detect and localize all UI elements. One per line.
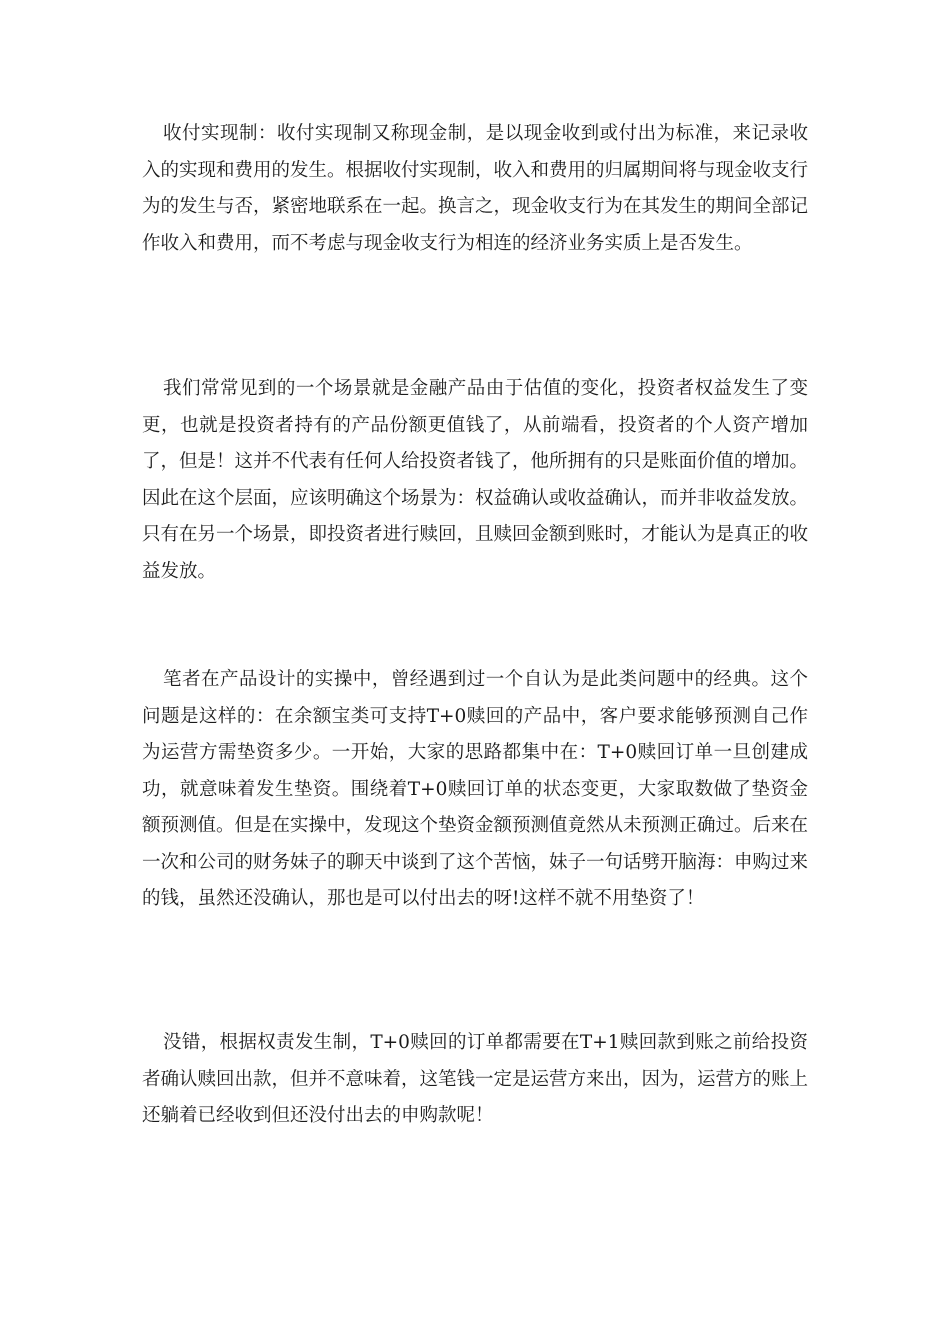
paragraph-cash-basis-definition: 收付实现制：收付实现制又称现金制，是以现金收到或付出为标准，来记录收入的实现和费用的发生。根据收付实现制，收入和费用的归属期间将与现金收支行为的发生与否，紧密地联系在一起。换言之，现金收支行为在其发生的期间全部记作收入和费用，而不考虑与现金收支行为相连的经济业务实质上是否发生。: [142, 123, 809, 254]
paragraph-valuation-scenario: 我们常常见到的一个场景就是金融产品由于估值的变化，投资者权益发生了变更，也就是投资者持有的产品份额更值钱了，从前端看，投资者的个人资产增加了，但是！这并不代表有任何人给投资者钱了，他所拥有的只是账面价值的增加。因此在这个层面，应该明确这个场景为：权益确认或收益确认，而并非收益发放。只有在另一个场景，即投资者进行赎回，且赎回金额到账时，才能认为是真正的收益发放。: [142, 378, 809, 582]
paragraph-t0-redemption-case: 笔者在产品设计的实操中，曾经遇到过一个自认为是此类问题中的经典。这个问题是这样的：在余额宝类可支持T+0赎回的产品中，客户要求能够预测自己作为运营方需垫资多少。一开始，大家的思路都集中在：T+0赎回订单一旦创建成功，就意味着发生垫资。围绕着T+0赎回订单的状态变更，大家取数做了垫资金额预测值。但是在实操中，发现这个垫资金额预测值竟然从未预测正确过。后来在一次和公司的财务妹子的聊天中谈到了这个苦恼，妹子一句话劈开脑海：申购过来的钱，虽然还没确认，那也是可以付出去的呀!这样不就不用垫资了！: [142, 669, 809, 909]
paragraph-accrual-conclusion: 没错，根据权责发生制，T+0赎回的订单都需要在T+1赎回款到账之前给投资者确认赎回出款，但并不意味着，这笔钱一定是运营方来出，因为，运营方的账上还躺着已经收到但还没付出去的申购款呢！: [142, 1032, 809, 1126]
